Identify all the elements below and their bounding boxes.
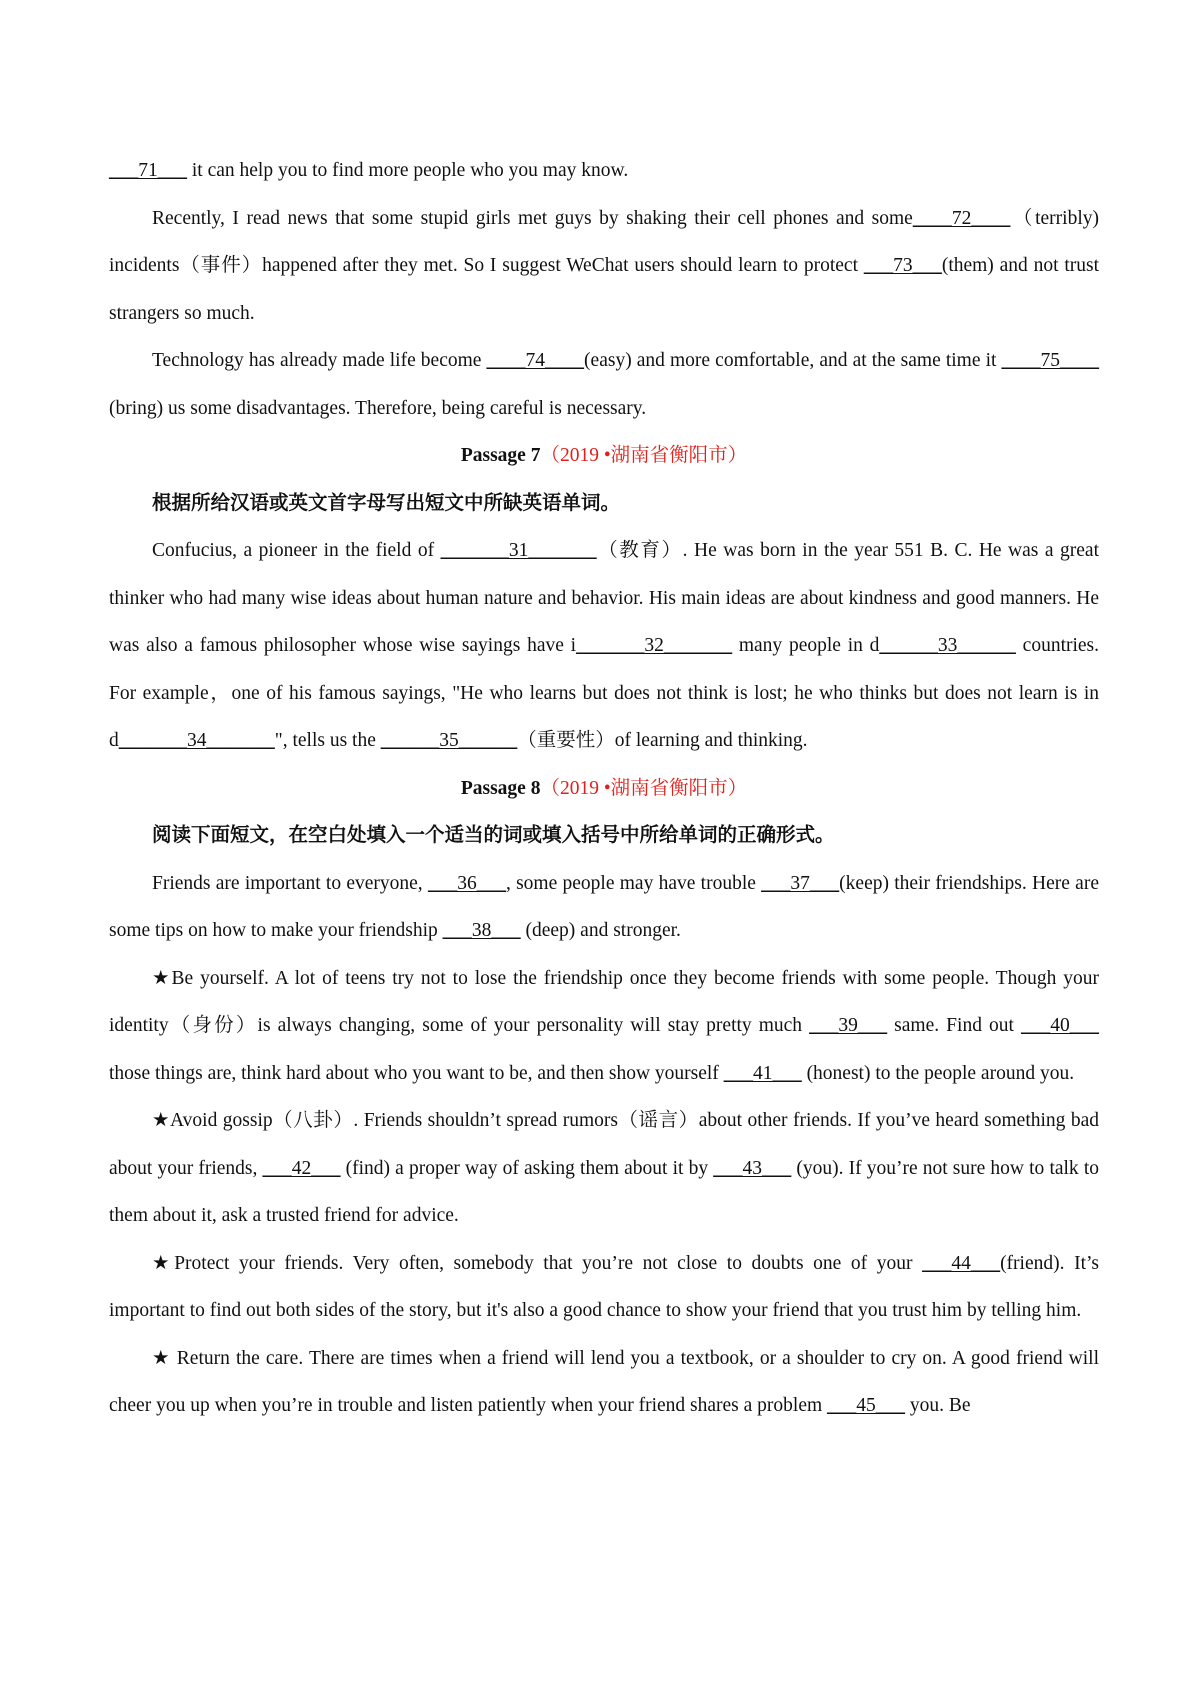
blank-45: ___45___ xyxy=(827,1395,906,1416)
text-run: (find) a proper way of asking them about it by xyxy=(340,1157,714,1179)
blank-37: ___37___ xyxy=(761,872,840,894)
blank-74: ____74____ xyxy=(486,350,585,371)
blank-39: ___39___ xyxy=(809,1015,888,1036)
text-run: Friends are important to everyone, xyxy=(152,872,428,894)
blank-44: ___44___ xyxy=(922,1252,1001,1274)
text-run: ★Be yourself. A lot of teens try not to lose the friendship once they become friends with some people. Though your identity（身份）is always changing, some of your personality will stay pretty much xyxy=(109,967,1099,1036)
passage8-paragraph-5 xyxy=(109,1335,1099,1430)
blank-43: ___43___ xyxy=(713,1157,792,1179)
passage7-instruction: 根据所给汉语或英文首字母写出短文中所缺英语单词。 xyxy=(152,492,621,514)
passage8-paragraph-2 xyxy=(109,955,1099,1098)
text-run: same. Find out xyxy=(887,1015,1021,1036)
text-run: (bring) us some disadvantages. Therefore, being careful is necessary. xyxy=(109,397,647,419)
text-run: （教育）. He was born in the year 551 B. C. He was a great thinker who had many wise ideas about human nature and behavior. His main ideas are about kindness and good manners. He was also a famous philosopher whose wise sayings have i xyxy=(109,540,1099,656)
text-run: Confucius, a pioneer in the field of xyxy=(152,540,441,561)
text-run: （terribly) incidents（事件）happened after they met. So I suggest WeChat users should learn to protect xyxy=(109,207,1099,276)
blank-40: ___40___ xyxy=(1021,1015,1099,1036)
passage7-title: Passage 7 xyxy=(460,445,541,466)
blank-32: _______32_______ xyxy=(576,635,733,656)
passage7-source: （2019 •湖南省衡阳市） xyxy=(540,445,748,466)
blank-35: ______35______ xyxy=(380,730,518,751)
blank-31: _______31_______ xyxy=(440,540,597,561)
blank-42: ___42___ xyxy=(262,1157,341,1179)
text-run: (you). If you’re not sure how to talk to them about it, ask a trusted friend for advice. xyxy=(109,1157,1099,1226)
blank-75: ____75____ xyxy=(1001,350,1099,371)
text-run: , some people may have trouble xyxy=(505,872,762,894)
text-run: countries. For example，one of his famous sayings, "He who learns but does not think is lost; he who thinks but does not learn is in d xyxy=(109,635,1100,751)
passage6-line-71 xyxy=(109,147,1099,195)
text-run: ", tells us the xyxy=(274,730,381,751)
text-run: (them) and not trust strangers so much. xyxy=(109,255,1100,324)
text-run: it can help you to find more people who you may know. xyxy=(187,160,629,181)
text-run: (honest) to the people around you. xyxy=(801,1062,1075,1084)
passage8-paragraph-3 xyxy=(109,1097,1099,1240)
text-run: （重要性）of learning and thinking. xyxy=(517,730,808,751)
passage7-text xyxy=(109,527,1099,765)
passage6-paragraph-2 xyxy=(109,195,1099,338)
passage8-source: （2019 •湖南省衡阳市） xyxy=(540,777,748,799)
blank-33: ______33______ xyxy=(879,635,1016,656)
text-run: ★Avoid gossip（八卦）. Friends shouldn’t spread rumors（谣言）about other friends. If you’ve heard something bad about your friends, xyxy=(109,1110,1099,1179)
passage8-title: Passage 8 xyxy=(460,777,541,799)
passage6-paragraph-3 xyxy=(109,337,1099,432)
blank-41: ___41___ xyxy=(723,1062,802,1084)
blank-34: _______34_______ xyxy=(118,730,275,751)
text-run: (friend). It’s important to find out both sides of the story, but it's also a good chance to show your friend that you trust him by telling him. xyxy=(109,1252,1099,1321)
blank-72: ____72____ xyxy=(912,207,1011,229)
document-page xyxy=(109,147,1099,1430)
passage7-heading xyxy=(109,432,1099,480)
passage8-paragraph-4 xyxy=(109,1240,1099,1335)
text-run: Technology has already made life become xyxy=(152,350,487,371)
text-run: those things are, think hard about who you want to be, and then show yourself xyxy=(109,1062,724,1084)
blank-73: ___73___ xyxy=(863,255,942,276)
passage8-instruction: 阅读下面短文，在空白处填入一个适当的词或填入括号中所给单词的正确形式。 xyxy=(152,825,835,846)
text-run: Recently, I read news that some stupid girls met guys by shaking their cell phones and some xyxy=(152,207,913,229)
text-run: (keep) their friendships. Here are some tips on how to make your friendship xyxy=(109,872,1099,941)
passage8-heading xyxy=(109,765,1099,813)
text-run: many people in d xyxy=(732,635,880,656)
blank-36: ___36___ xyxy=(427,872,506,894)
text-run: (easy) and more comfortable, and at the same time it xyxy=(584,350,1002,371)
text-run: (deep) and stronger. xyxy=(520,920,681,941)
text-run: ★Protect your friends. Very often, somebody that you’re not close to doubts one of your xyxy=(152,1252,923,1274)
text-run: you. Be xyxy=(905,1395,971,1416)
blank-38: ___38___ xyxy=(442,920,521,941)
blank-71: ___71___ xyxy=(109,160,187,181)
passage8-paragraph-1 xyxy=(109,860,1099,955)
text-run: ★ Return the care. There are times when a friend will lend you a textbook, or a shoulder to cry on. A good friend will cheer you up when you’re in trouble and listen patiently when your friend shares a problem xyxy=(109,1347,1099,1416)
